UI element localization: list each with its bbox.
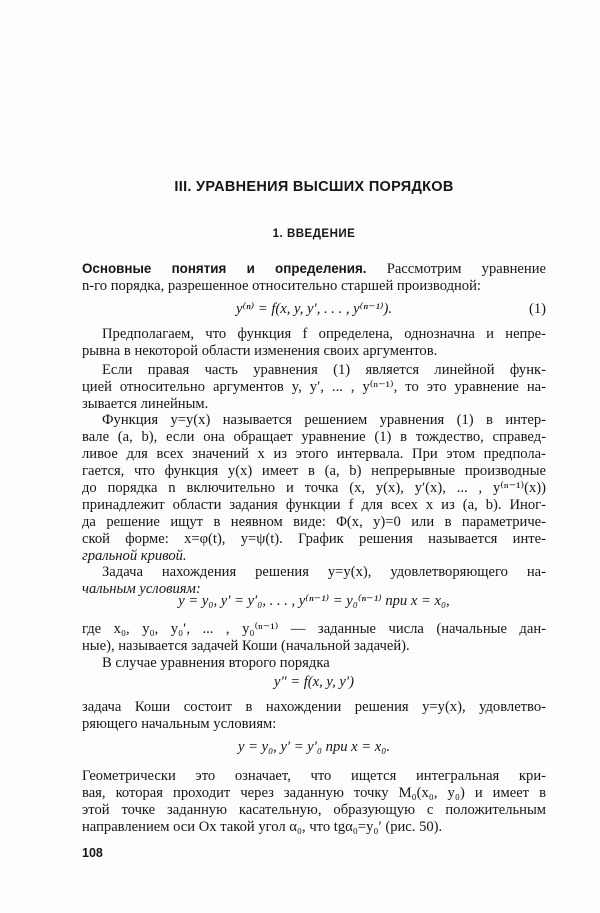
- text-line: вая, которая проходит через заданную точку M₀(x₀, y₀) и имеет в: [82, 785, 546, 801]
- text-line: этой точке заданную касательную, образующую с положительным: [82, 802, 546, 818]
- conditions-second: y = y₀, y′ = y′₀ при x = x₀.: [237, 739, 391, 755]
- paragraph-geometric: [82, 768, 546, 836]
- conditions-second-formula: [82, 738, 546, 756]
- text-line: где x₀, y₀, y₀′, ... , y₀⁽ⁿ⁻¹⁾ — заданные числа (начальные дан-: [82, 621, 546, 637]
- intro-line-2: n-го порядка, разрешенное относительно старшей производной:: [82, 278, 481, 294]
- paragraph-second-order: [82, 655, 546, 672]
- text-line: В случае уравнения второго порядка: [102, 655, 330, 671]
- paragraph-given: [82, 621, 546, 655]
- text-line: принадлежит области задания функции f для всех x из (a, b). Иног-: [82, 497, 546, 513]
- intro-line-1-rest: Рассмотрим уравнение: [386, 261, 546, 277]
- text-line: до порядка n включительно и точка (x, y(x), y′(x), ... , y⁽ⁿ⁻¹⁾(x)): [82, 480, 546, 496]
- initial-conditions-formula: [82, 592, 546, 610]
- paragraph-linear: [82, 362, 546, 413]
- page-number: 108: [82, 846, 103, 860]
- text-line: Предполагаем, что функция f определена, однозначна и непре-: [102, 326, 546, 342]
- equation-1-formula: y⁽ⁿ⁾ = f(x, y, y′, . . . , y⁽ⁿ⁻¹⁾).: [235, 301, 393, 317]
- text-line: задача Коши состоит в нахождении решения y=y(x), удовлетво-: [82, 699, 546, 715]
- text-line: цией относительно аргументов y, y′, ... , y⁽ⁿ⁻¹⁾, то это уравнение на-: [82, 379, 546, 395]
- paragraph-cauchy: [82, 699, 546, 733]
- text-line: вале (a, b), если она обращает уравнение (1) в тождество, справед-: [82, 429, 546, 445]
- text-line: гральной кривой.: [82, 548, 187, 564]
- text-line: ливое для всех значений x из этого интервала. При этом предпола-: [82, 446, 546, 462]
- initial-conditions: y = y₀, y′ = y′₀, . . . , y⁽ⁿ⁻¹⁾ = y₀⁽ⁿ⁻¹⁾ при x = x₀,: [178, 593, 450, 609]
- text-line: зывается линейным.: [82, 396, 209, 412]
- chapter-title: III. УРАВНЕНИЯ ВЫСШИХ ПОРЯДКОВ: [174, 179, 454, 195]
- equation-1: [82, 300, 546, 318]
- text-line: да решение ищут в неявном виде: Φ(x, y)=0 или в параметриче-: [82, 514, 546, 530]
- equation-second: y″ = f(x, y, y′): [274, 674, 354, 690]
- intro-heading: Основные понятия и определения.: [82, 261, 367, 276]
- equation-second-order: [82, 673, 546, 691]
- text-line: ные), называется задачей Коши (начальной задачей).: [82, 638, 410, 654]
- equation-1-number: (1): [528, 301, 546, 317]
- text-line: рывна в некоторой области изменения своих аргументов.: [82, 343, 438, 359]
- section-title: 1. ВВЕДЕНИЕ: [272, 228, 356, 240]
- paragraph-assume: [82, 326, 546, 360]
- text-line: гается, что функция y(x) имеет в (a, b) непрерывные производные: [82, 463, 546, 479]
- paragraph-solution: [82, 412, 546, 565]
- text-line: Функция y=y(x) называется решением уравнения (1) в интер-: [102, 412, 546, 428]
- text-line: чальным условиям:: [82, 581, 201, 597]
- text-line: Геометрически это означает, что ищется интегральная кри-: [82, 768, 546, 784]
- text-line: Задача нахождения решения y=y(x), удовлетворяющего на-: [102, 564, 546, 580]
- text-line: ряющего начальным условиям:: [82, 716, 277, 732]
- intro-line-1: [82, 260, 546, 278]
- text-line: направлением оси Ox такой угол α₀, что tgα₀=y₀′ (рис. 50).: [82, 819, 443, 835]
- text-line: Если правая часть уравнения (1) является линейной функ-: [102, 362, 546, 378]
- text-line: ской форме: x=φ(t), y=ψ(t). График решения называется инте-: [82, 531, 546, 547]
- intro-paragraph: [82, 260, 546, 295]
